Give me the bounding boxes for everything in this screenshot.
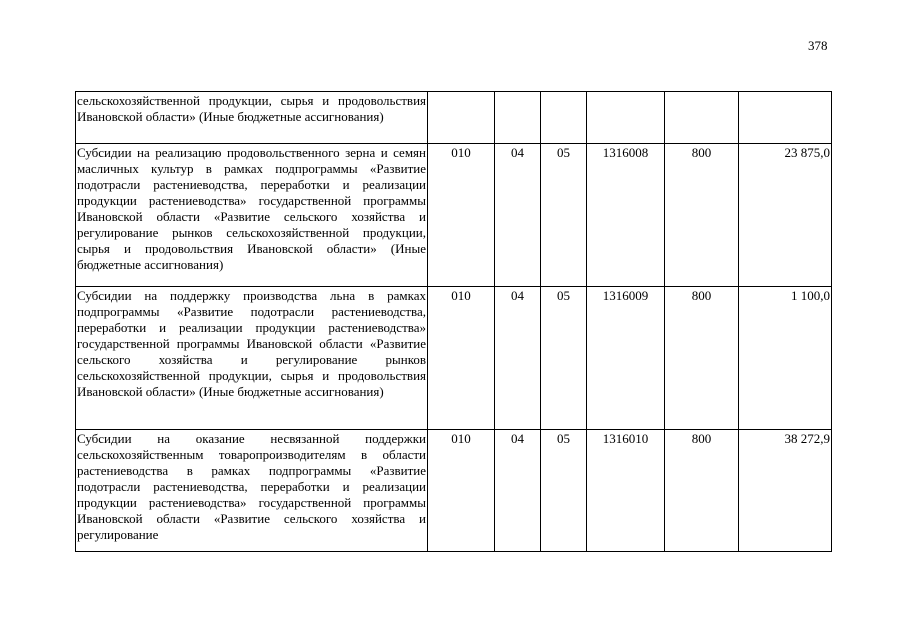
row-amount: 1 100,0 [739, 287, 832, 430]
row-code-4 [587, 92, 665, 144]
table-row [76, 430, 832, 552]
row-code-4: 1316010 [587, 430, 665, 552]
row-code-4: 1316008 [587, 144, 665, 287]
row-code-1: 010 [428, 287, 495, 430]
row-code-5: 800 [665, 144, 739, 287]
row-code-3 [541, 92, 587, 144]
table-row [76, 92, 832, 144]
row-amount: 38 272,9 [739, 430, 832, 552]
row-description: Субсидии на реализацию продовольственного зерна и семян масличных культур в рамках подпрограммы «Развитие подотрасли растениеводства, переработки и реализации продукции растениеводства» государственной программы Ивановской области «Развитие сельского хозяйства и регулирование рынков сельскохозяйственной продукции, сырья и продовольствия Ивановской области» (Иные бюджетные ассигнования) [76, 144, 428, 287]
row-description: Субсидии на поддержку производства льна в рамках подпрограммы «Развитие подотрасли растениеводства, переработки и реализации продукции растениеводства» государственной программы Ивановской области «Развитие сельского хозяйства и регулирование рынков сельскохозяйственной продукции, сырья и продовольствия Ивановской области» (Иные бюджетные ассигнования) [76, 287, 428, 430]
table-row [76, 144, 832, 287]
row-code-1 [428, 92, 495, 144]
row-code-3: 05 [541, 430, 587, 552]
row-code-2 [495, 92, 541, 144]
row-description: Субсидии на оказание несвязанной поддержки сельскохозяйственным товаропроизводителям в области растениеводства в рамках подпрограммы «Развитие подотрасли растениеводства, переработки и реализации продукции растениеводства» государственной программы Ивановской области «Развитие сельского хозяйства и регулирование [76, 430, 428, 552]
row-amount [739, 92, 832, 144]
row-code-5: 800 [665, 430, 739, 552]
row-code-2: 04 [495, 430, 541, 552]
page-number: 378 [808, 38, 828, 53]
row-code-4: 1316009 [587, 287, 665, 430]
row-code-3: 05 [541, 287, 587, 430]
budget-table [75, 91, 832, 552]
row-code-1: 010 [428, 430, 495, 552]
row-description: сельскохозяйственной продукции, сырья и продовольствия Ивановской области» (Иные бюджетные ассигнования) [76, 92, 428, 144]
row-code-2: 04 [495, 287, 541, 430]
row-code-2: 04 [495, 144, 541, 287]
row-amount: 23 875,0 [739, 144, 832, 287]
row-code-5 [665, 92, 739, 144]
row-code-1: 010 [428, 144, 495, 287]
row-code-5: 800 [665, 287, 739, 430]
table-row [76, 287, 832, 430]
row-code-3: 05 [541, 144, 587, 287]
